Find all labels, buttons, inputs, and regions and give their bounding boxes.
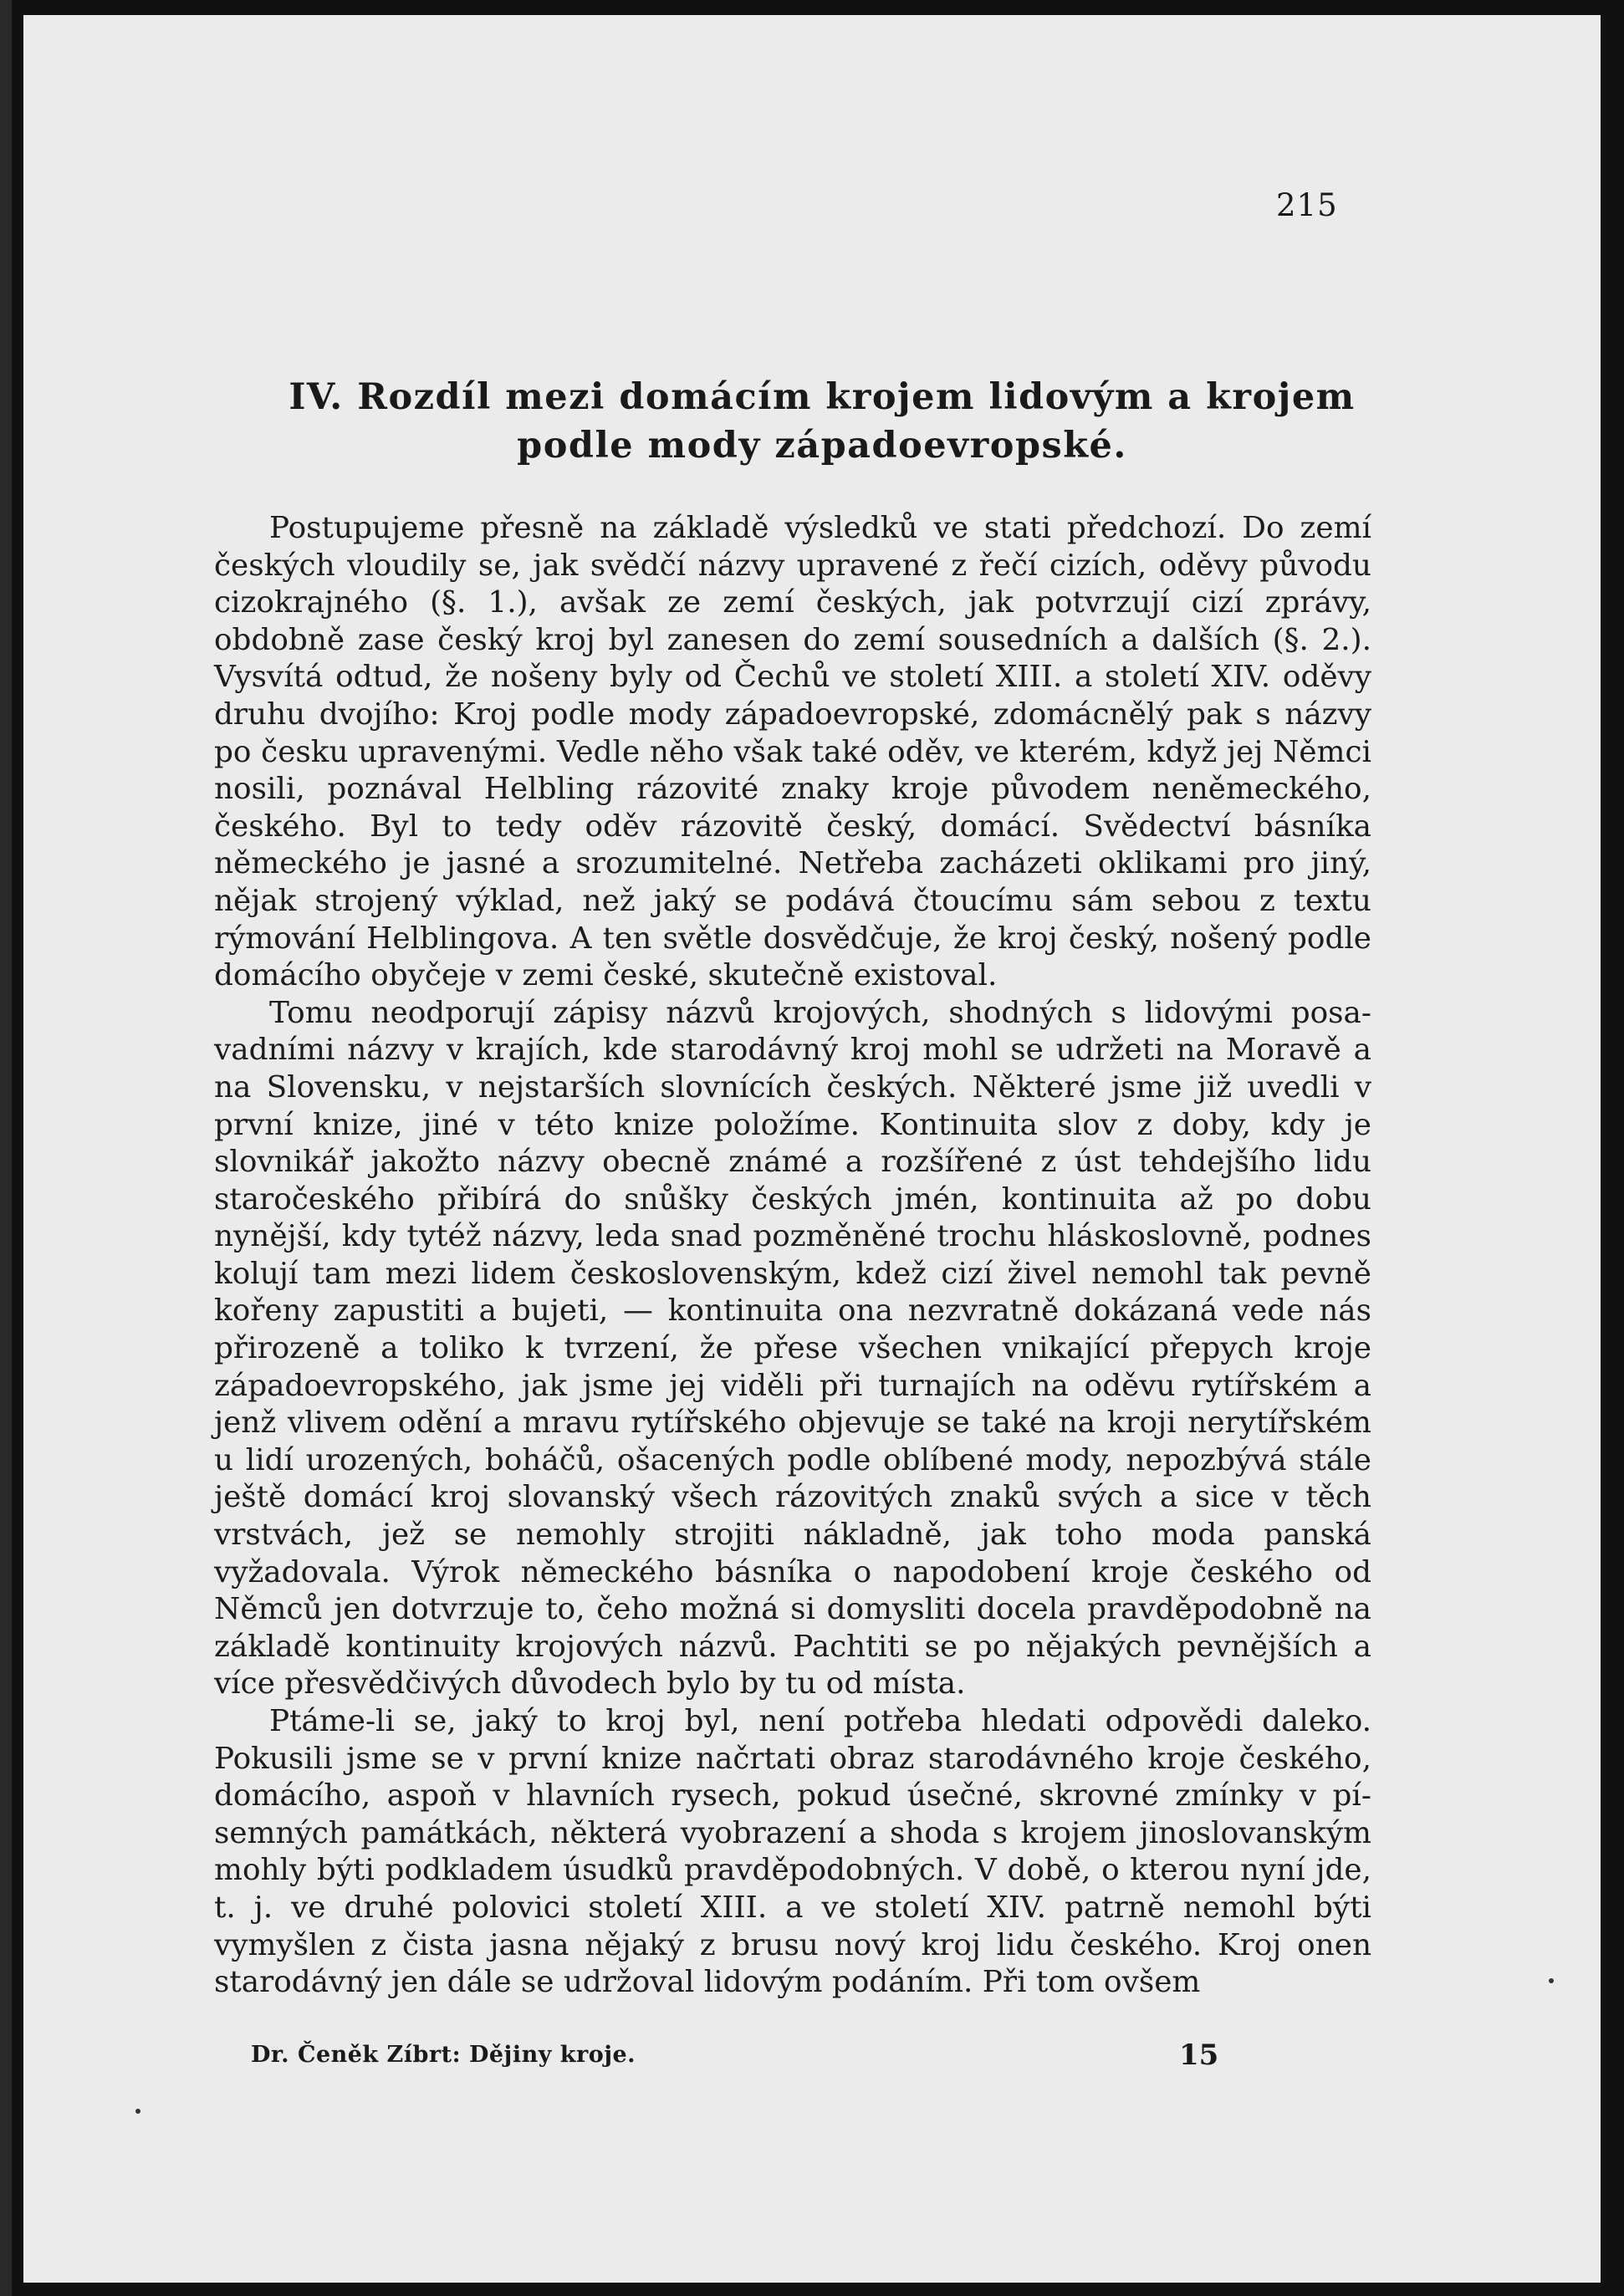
book-spine-edge: [0, 0, 12, 2296]
paragraph-1: Postupujeme přesně na základě výsledků ve stati předchozí. Do zemí českých vloudily se, jak svědčí názvy upravené z řečí cizích, oděvy původu cizokrajného (§. 1.), avšak ze zemí českých, jak potvrzují cizí zprávy, obdobně zase český kroj byl zanesen do zemí sousedních a dalších (§. 2.). Vysvítá odtud, že nošeny byly od Čechů ve století XIII. a století XIV. oděvy druhu dvojího: Kroj podle mody západoevropské, zdomácnělý pak s názvy po česku upravenými. Vedle něho však také oděv, ve kterém, když jej Němci nosili, poznával Helbling rázovité znaky kroje původem neněmeckého, českého. Byl to tedy oděv rázovitě český, domácí. Svědectví básníka německého je jasné a srozumitelné. Netřeba zacházeti oklikami pro jiný, nějak strojený výklad, než jaký se podává čtoucímu sám sebou z textu rýmování Helblingova. A ten světle dosvědčuje, že kroj český, nošený podle domácího obyčeje v zemi české, skutečně existoval.: [214, 511, 1371, 993]
chapter-title: [274, 373, 1370, 470]
book-page: [23, 15, 1601, 2283]
paragraph-2: Tomu neodporují zápisy názvů krojových, shodných s lidovými posavadními názvy v krajích, kde starodávný kroj mohl se udržeti na Moravě a na Slovensku, v nejstarších slovnících českých. Některé jsme již uvedli v první knize, jiné v této knize položíme. Kontinuita slov z doby, kdy je slovnikář jakožto názvy obecně známé a rozšířené z úst tehdejšího lidu staročeského přibírá do snůšky českých jmén, kontinuita až po dobu nynější, kdy tytéž názvy, leda snad pozměněné trochu hláskoslovně, podnes kolují tam mezi lidem československým, kdež cizí živel nemohl tak pevně kořeny zapustiti a bujeti, — kontinuita ona nezvratně dokázaná vede nás přirozeně a toliko k tvrzení, že přese všechen vnikající přepych kroje západoevropského, jak jsme jej viděli při turnajích na oděvu rytířském a jenž vlivem odění a mravu rytířského objevuje se také na kroji nerytířském u lidí urozených, boháčů, ošacených podle oblíbené mody, nepozbývá stále ještě domácí kroj slovanský všech rázovitých znaků svých a sice v těch vrstvách, jež se nemohly strojiti nákladně, jak toho moda panská vyžadovala. Výrok německého básníka o napodobení kroje českého od Němců jen dotvrzuje to, čeho možná si domysliti docela pravděpodobně na základě kontinuity krojových názvů. Pachtiti se po nějakých pevnějších a více přesvědčivých důvodech bylo by tu od místa.: [214, 995, 1371, 1702]
print-speck: [135, 2109, 140, 2114]
page-number: 215: [1276, 187, 1338, 223]
footer-signature: Dr. Čeněk Zíbrt: Dějiny kroje.: [251, 2042, 636, 2068]
print-speck: [1549, 1978, 1554, 1983]
footer-sheet-number: 15: [1179, 2038, 1219, 2072]
chapter-title-line-1: IV. Rozdíl mezi domácím krojem lidovým a krojem: [289, 376, 1356, 418]
body-text: [214, 510, 1371, 2002]
chapter-title-line-2: podle mody západoevropské.: [517, 425, 1127, 467]
paragraph-3: Ptáme-li se, jaký to kroj byl, není potřeba hledati odpovědi daleko. Pokusili jsme se v první knize načrtati obraz starodávného kroje českého, domácího, aspoň v hlavních rysech, pokud úsečné, skrovné zmínky v písemných památkách, některá vyobrazení a shoda s krojem jinoslovanským mohly býti podkladem úsudků pravděpodobných. V době, o kterou nyní jde, t. j. ve druhé polovici století XIII. a ve století XIV. patrně nemohl býti vymyšlen z čista jasna nějaký z brusu nový kroj lidu českého. Kroj onen starodávný jen dále se udržoval lidovým podáním. Při tom ovšem: [214, 1704, 1371, 2000]
